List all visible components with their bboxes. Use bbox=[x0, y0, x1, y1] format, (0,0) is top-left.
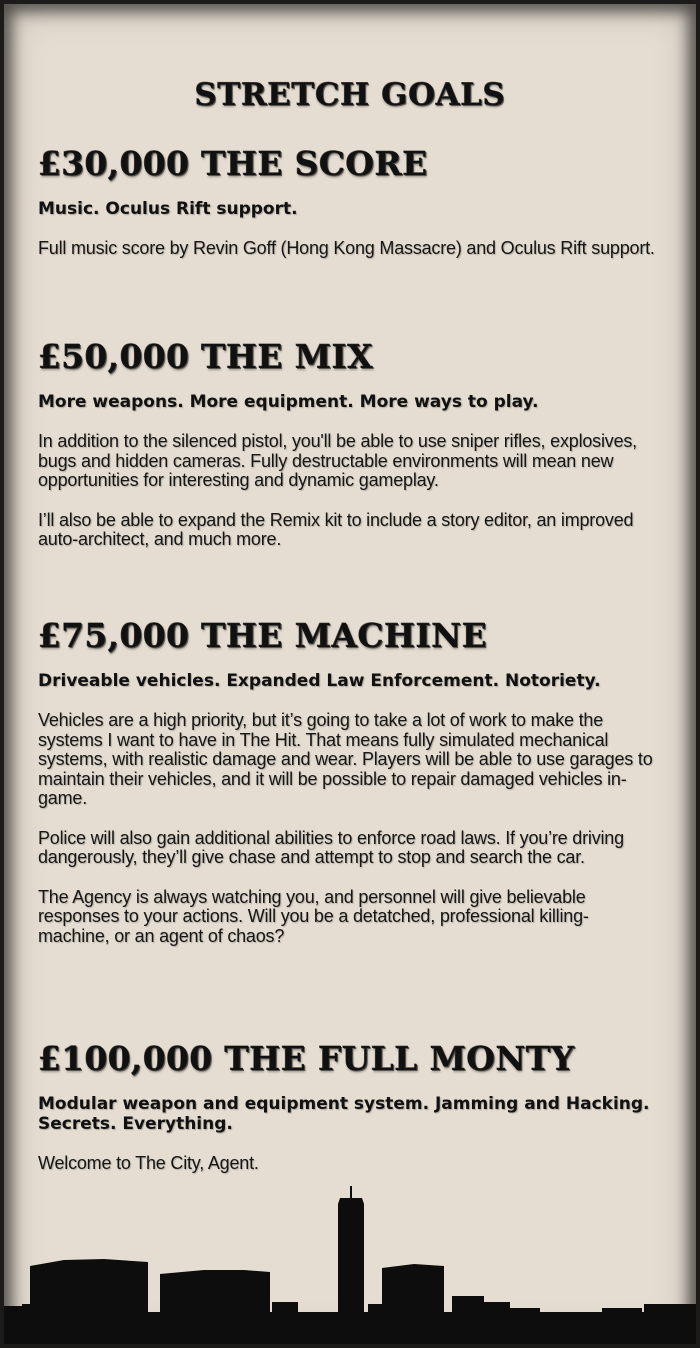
goal-summary: More weapons. More equipment. More ways to play. bbox=[38, 392, 539, 412]
goal-the-machine bbox=[38, 616, 658, 946]
goal-description: Welcome to The City, Agent. bbox=[38, 1153, 259, 1173]
page-title: STRETCH GOALS bbox=[194, 76, 506, 113]
city-skyline-illustration bbox=[4, 1184, 696, 1344]
goal-description: I’ll also be able to expand the Remix kit to include a story editor, an improved auto-architect, and much more. bbox=[38, 509, 634, 549]
goal-summary: Driveable vehicles. Expanded Law Enforcement. Notoriety. bbox=[38, 671, 601, 691]
goal-heading: £50,000 THE MIX bbox=[38, 337, 374, 376]
goal-description: Full music score by Revin Goff (Hong Kong Massacre) and Oculus Rift support. bbox=[38, 238, 655, 258]
goal-the-full-monty bbox=[38, 1039, 658, 1174]
goal-description: In addition to the silenced pistol, you'll be able to use sniper rifles, explosives, bugs and hidden cameras. Fully destructable environments will mean new opportunities for interesting and dynamic gameplay. bbox=[38, 431, 637, 490]
goal-description: Vehicles are a high priority, but it’s going to take a lot of work to make the systems I want to have in The Hit. That means fully simulated mechanical systems, with realistic damage and wear. Players will be able to use garages to maintain their vehicles, and it will be possible to repair damaged vehicles in-game. bbox=[38, 710, 653, 808]
goal-heading: £75,000 THE MACHINE bbox=[38, 616, 488, 655]
goal-summary: Modular weapon and equipment system. Jamming and Hacking. Secrets. Everything. bbox=[38, 1094, 650, 1134]
goal-summary: Music. Oculus Rift support. bbox=[38, 199, 298, 219]
goal-description: The Agency is always watching you, and personnel will give believable responses to your actions. Will you be a detatched, professional killing-machine, or an agent of chaos? bbox=[38, 886, 589, 946]
goal-heading: £30,000 THE SCORE bbox=[38, 144, 428, 183]
goal-the-score bbox=[38, 144, 658, 259]
goal-description: Police will also gain additional abilities to enforce road laws. If you’re driving dangerously, they’ll give chase and attempt to stop and search the car. bbox=[38, 827, 624, 867]
goal-heading: £100,000 THE FULL MONTY bbox=[38, 1039, 575, 1078]
goal-the-mix bbox=[38, 337, 658, 550]
stretch-goals-panel bbox=[4, 4, 696, 1344]
